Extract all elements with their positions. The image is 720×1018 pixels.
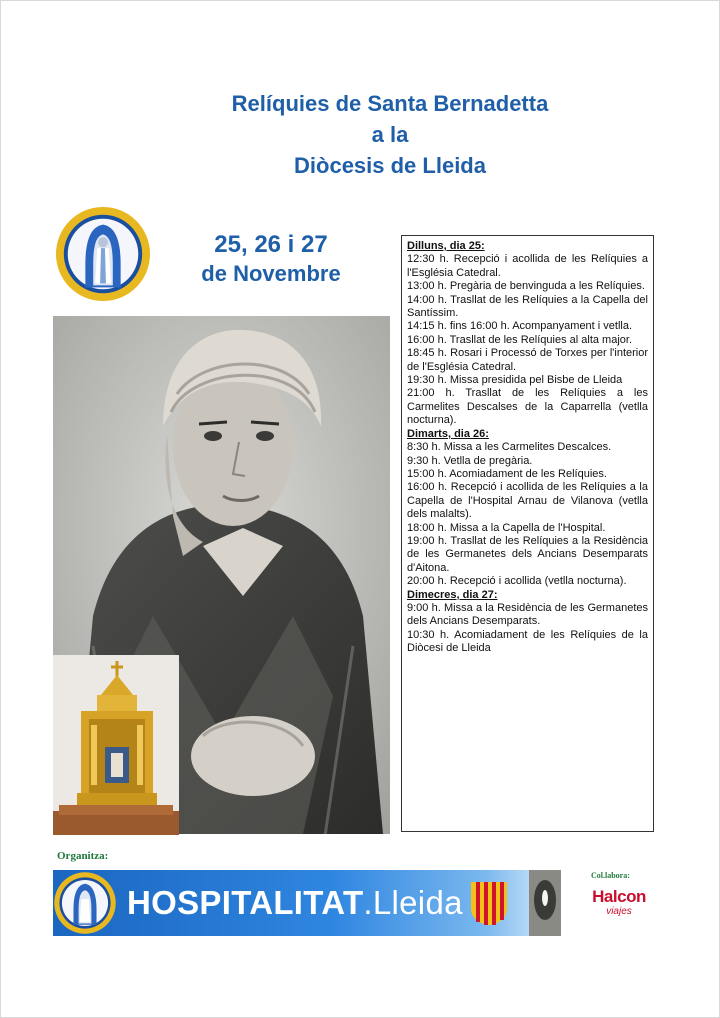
poster-title [150,88,630,181]
schedule-event: 16:00 h. Trasllat de les Relíquies al alta major. [407,333,633,346]
catalan-shield-icon [469,880,509,926]
schedule-event: 14:15 h. fins 16:00 h. Acompanyament i vetlla. [407,320,633,333]
schedule-event: 19:00 h. Trasllat de les Relíquies a la Residència de les Germanetes dels Ancians Desemparats d'Aitona. [407,534,648,574]
schedule-day-heading: Dimecres, dia 27: [407,588,498,601]
collaborator-label: Col.labora: [591,871,630,880]
schedule-event: 12:30 h. Recepció i acollida de les Relíquies a l'Església Catedral. [407,253,648,279]
banner-seal-logo [53,871,117,935]
schedule-box [401,235,654,832]
banner-title [127,885,463,921]
schedule-day-heading: Dimarts, dia 26: [407,427,489,440]
schedule-event: 9:30 h. Vetlla de pregària. [407,454,533,467]
halcon-viajes-logo [588,888,650,928]
schedule-event: 9:00 h. Missa a la Residència de les Germanetes dels Ancians Desemparats. [407,601,648,628]
title-line-2: a la [371,122,409,147]
event-dates [178,230,364,288]
event-month: de Novembre [201,261,341,286]
title-line-3: Diòcesis de Lleida [294,153,486,178]
schedule-event: 13:00 h. Pregària de benvinguda a les Relíquies. [407,280,645,293]
reliquary-image [53,655,179,835]
schedule-event: 10:30 h. Acomiadament de les Relíquies de la Diòcesi de Lleida [407,628,648,655]
schedule-event: 18:00 h. Missa a la Capella de l'Hospital. [407,521,606,534]
schedule-event: 18:45 h. Rosari i Processó de Torxes per l'interior de l'Església Catedral. [407,347,648,373]
banner-title-bold: HOSPITALITAT [127,884,364,921]
schedule-event: 21:00 h. Trasllat de les Relíquies a les Carmelites Descalses de la Caparrella (vetlla nocturna). [407,387,648,427]
sponsor-subtitle: viajes [606,906,632,917]
sponsor-name: Halcon [592,887,646,906]
schedule-event: 15:00 h. Acomiadament de les Relíquies. [407,467,607,480]
schedule-event: 8:30 h. Missa a les Carmelites Descalces. [407,441,612,454]
event-days: 25, 26 i 27 [214,231,328,258]
hospitalitat-seal-logo [54,205,152,303]
schedule-day-heading: Dilluns, dia 25: [407,240,485,252]
schedule-event: 14:00 h. Trasllat de les Relíquies a la Capella del Santíssim. [407,293,648,320]
schedule-event: 16:00 h. Recepció i acollida de les Relíquies a la Capella de l'Hospital Arnau de Vilanova (vetlla dels malalts). [407,481,648,521]
schedule-event: 20:00 h. Recepció i acollida (vetlla nocturna). [407,575,627,588]
title-line-1: Relíquies de Santa Bernadetta [231,91,549,116]
grotto-image [529,870,561,936]
banner-title-rest: .Lleida [363,884,463,921]
organizer-label: Organitza: [57,850,109,862]
schedule-event: 19:30 h. Missa presidida pel Bisbe de Lleida [407,374,623,387]
hospitalitat-banner [53,870,561,936]
